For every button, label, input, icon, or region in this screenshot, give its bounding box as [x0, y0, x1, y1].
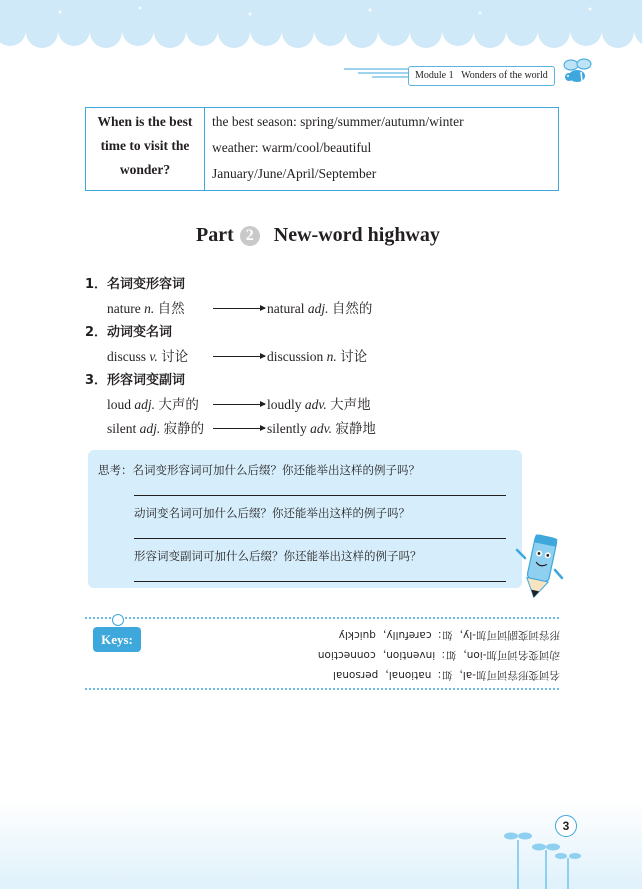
source-word: silent adj. 寂静的: [107, 421, 205, 436]
word-pair: [85, 393, 485, 417]
keys-label: Keys:: [93, 627, 141, 652]
think-question: 形容词变副词可加什么后缀？你还能举出这样的例子吗？: [134, 549, 422, 563]
info-table-answer: weather: warm/cool/beautiful: [212, 140, 372, 155]
keys-bottom-divider: [85, 688, 559, 690]
part-title: [196, 224, 440, 247]
arrow-icon: [213, 404, 265, 405]
keys-answer-line: 动词变名词可加-ion，如：invention，connection: [317, 649, 560, 661]
think-question: 动词变名词可加什么后缀？你还能举出这样的例子吗？: [134, 506, 410, 520]
info-table: [85, 107, 559, 191]
info-table-answer: January/June/April/September: [212, 166, 377, 181]
keys-top-divider: [85, 617, 559, 619]
part-label: Part: [196, 224, 234, 246]
answer-line: [134, 495, 506, 496]
word-transformation-list: [85, 273, 485, 441]
section-heading: 3．形容词变副词: [85, 373, 186, 388]
derived-word: loudly adv. 大声地: [267, 397, 371, 412]
word-pair: [85, 345, 485, 369]
source-word: nature n. 自然: [107, 301, 185, 316]
source-word: loud adj. 大声的: [107, 397, 199, 412]
derived-word: natural adj. 自然的: [267, 301, 373, 316]
module-title: Wonders of the world: [461, 70, 548, 81]
answer-line: [134, 581, 506, 582]
module-header: [408, 66, 555, 86]
word-pair: [85, 297, 485, 321]
arrow-icon: [213, 356, 265, 357]
top-cloud-band: [0, 0, 642, 48]
think-box: [88, 450, 522, 588]
think-question: 思考：名词变形容词可加什么后缀？你还能举出这样的例子吗？: [98, 463, 420, 477]
info-table-answer: the best season: spring/summer/autumn/winter: [212, 114, 464, 129]
derived-word: discussion n. 讨论: [267, 349, 368, 364]
part-heading: New-word highway: [273, 224, 440, 246]
module-label: Module 1: [415, 70, 454, 81]
answer-line: [134, 538, 506, 539]
part-number-badge: 2: [240, 226, 260, 246]
word-pair: [85, 417, 485, 441]
pencil-mascot-icon: [515, 528, 565, 606]
keys-answers-upside-down: [306, 625, 560, 685]
arrow-icon: [213, 428, 265, 429]
section-heading: 2．动词变名词: [85, 325, 173, 340]
keys-answer-line: 形容词变副词可加-ly，如：carefully，quickly: [338, 629, 560, 641]
pin-icon: [112, 614, 124, 626]
derived-word: silently adv. 寂静地: [267, 421, 376, 436]
source-word: discuss v. 讨论: [107, 349, 189, 364]
bee-icon: [560, 55, 594, 89]
section-heading: 1．名词变形容词: [85, 277, 186, 292]
keys-answer-line: 名词变形容词可加-al，如：national，personal: [332, 669, 560, 681]
sprout-icon: [500, 820, 590, 889]
arrow-icon: [213, 308, 265, 309]
page-number: 3: [555, 815, 577, 837]
header-decor-lines: [344, 64, 408, 80]
info-table-question: When is the best time to visit the wonder?: [86, 108, 205, 191]
